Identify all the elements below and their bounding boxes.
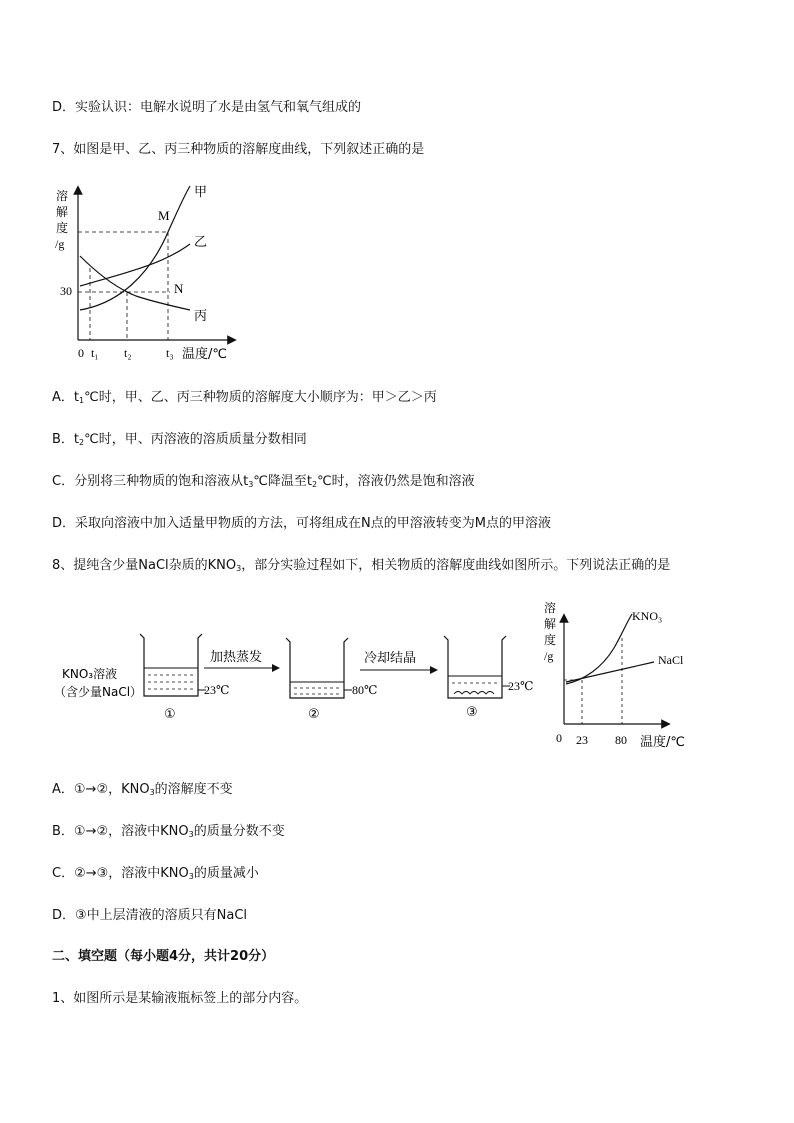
section2-q1: 1、如图所示是某输液瓶标签上的部分内容。 [52,991,308,1006]
q7-curve-label-jia: 甲 [194,185,208,200]
q8-solution-note: （含少量NaCl） [54,685,143,699]
q7-xtick-t1: t₁ [91,346,99,360]
q7-option-a: A．$t_1℃$时，甲、乙、丙三种物质的溶解度大小顺序为：甲＞乙＞丙 [52,390,437,405]
q7-xtick-t2: t₂ [124,346,132,360]
q8-temp-3: 23℃ [508,679,534,693]
q8-beaker-num-1: ① [164,707,176,722]
q8-solution-label: KNO₃溶液 [62,667,118,681]
beaker-3 [444,636,510,698]
q7-point-m: M [158,208,170,223]
q8-beaker-num-3: ③ [466,705,478,720]
q7-option-b: B．$t_2℃$时，甲、丙溶液的溶质质量分数相同 [52,432,307,447]
q7-stem: 7、如图是甲、乙、丙三种物质的溶解度曲线，下列叙述正确的是 [52,142,425,157]
q8-ylabel-2: 度 [544,633,557,647]
q8-curve-kno3 [566,614,632,684]
q8-solubility-graph [540,598,700,754]
q8-series-kno3: KNO₃ [632,609,663,623]
q6-option-d: D．实验认识：电解水说明了水是由氢气和氧气组成的 [52,100,362,115]
q8-ylabel-0: 溶 [544,601,557,615]
q8-xlabel: 温度/℃ [640,735,685,750]
q8-stem: 8、提纯含少量NaCl杂质的$KNO_3$，部分实验过程如下，相关物质的溶解度曲线如图所示。下列说法正确的是 [52,558,671,573]
q8-option-d: D．③中上层清液的溶质只有NaCl [52,908,248,923]
q7-ylabel-2: 度 [56,221,69,235]
q8-xtick-23: 23 [576,733,588,747]
q7-xlabel: 温度/℃ [182,347,227,362]
q7-option-d: D．采取向溶液中加入适量甲物质的方法，可将组成在N点的甲溶液转变为M点的甲溶液 [52,516,551,531]
q7-ytick-30: 30 [60,284,72,298]
beaker-1 [140,634,206,696]
q8-ylabel-3: /g [544,649,554,663]
q7-point-n: N [174,281,184,296]
q8-beaker-num-2: ② [308,707,320,722]
q7-xtick-t3: t₃ [166,346,174,360]
section-heading: 二、填空题（每小题4分，共计20分） [52,949,275,964]
q8-step-2: 冷却结晶 [364,651,417,666]
q8-step-1: 加热蒸发 [210,650,263,665]
q7-ylabel-3: /g [55,237,65,251]
q8-temp-2: 80℃ [352,683,378,697]
q8-xtick-80: 80 [615,733,627,747]
q7-option-c: C．分别将三种物质的饱和溶液从$t_3℃$降温至$t_2℃$时，溶液仍然是饱和溶液 [52,474,475,489]
q7-curve-yi [80,244,190,286]
q7-ylabel-1: 解 [56,205,69,219]
q8-temp-1: 23℃ [204,683,230,697]
q8-curve-nacl [566,662,654,682]
q7-ylabel-0: 溶 [56,189,69,203]
q7-origin: 0 [78,346,84,360]
q8-process-figure [52,628,542,728]
beaker-2 [286,638,352,698]
q8-series-nacl: NaCl [658,653,684,667]
q7-curve-label-yi: 乙 [194,235,208,250]
q8-ylabel-1: 解 [544,617,557,631]
q8-option-a: A．①→②，$KNO_3$的溶解度不变 [52,782,233,797]
q7-solubility-figure [50,178,250,366]
q7-curve-label-bing: 丙 [194,309,208,324]
q8-option-b: B．①→②，溶液中$KNO_3$的质量分数不变 [52,824,285,839]
q8-origin: 0 [556,731,562,745]
q8-option-c: C．②→③，溶液中$KNO_3$的质量减小 [52,866,259,881]
